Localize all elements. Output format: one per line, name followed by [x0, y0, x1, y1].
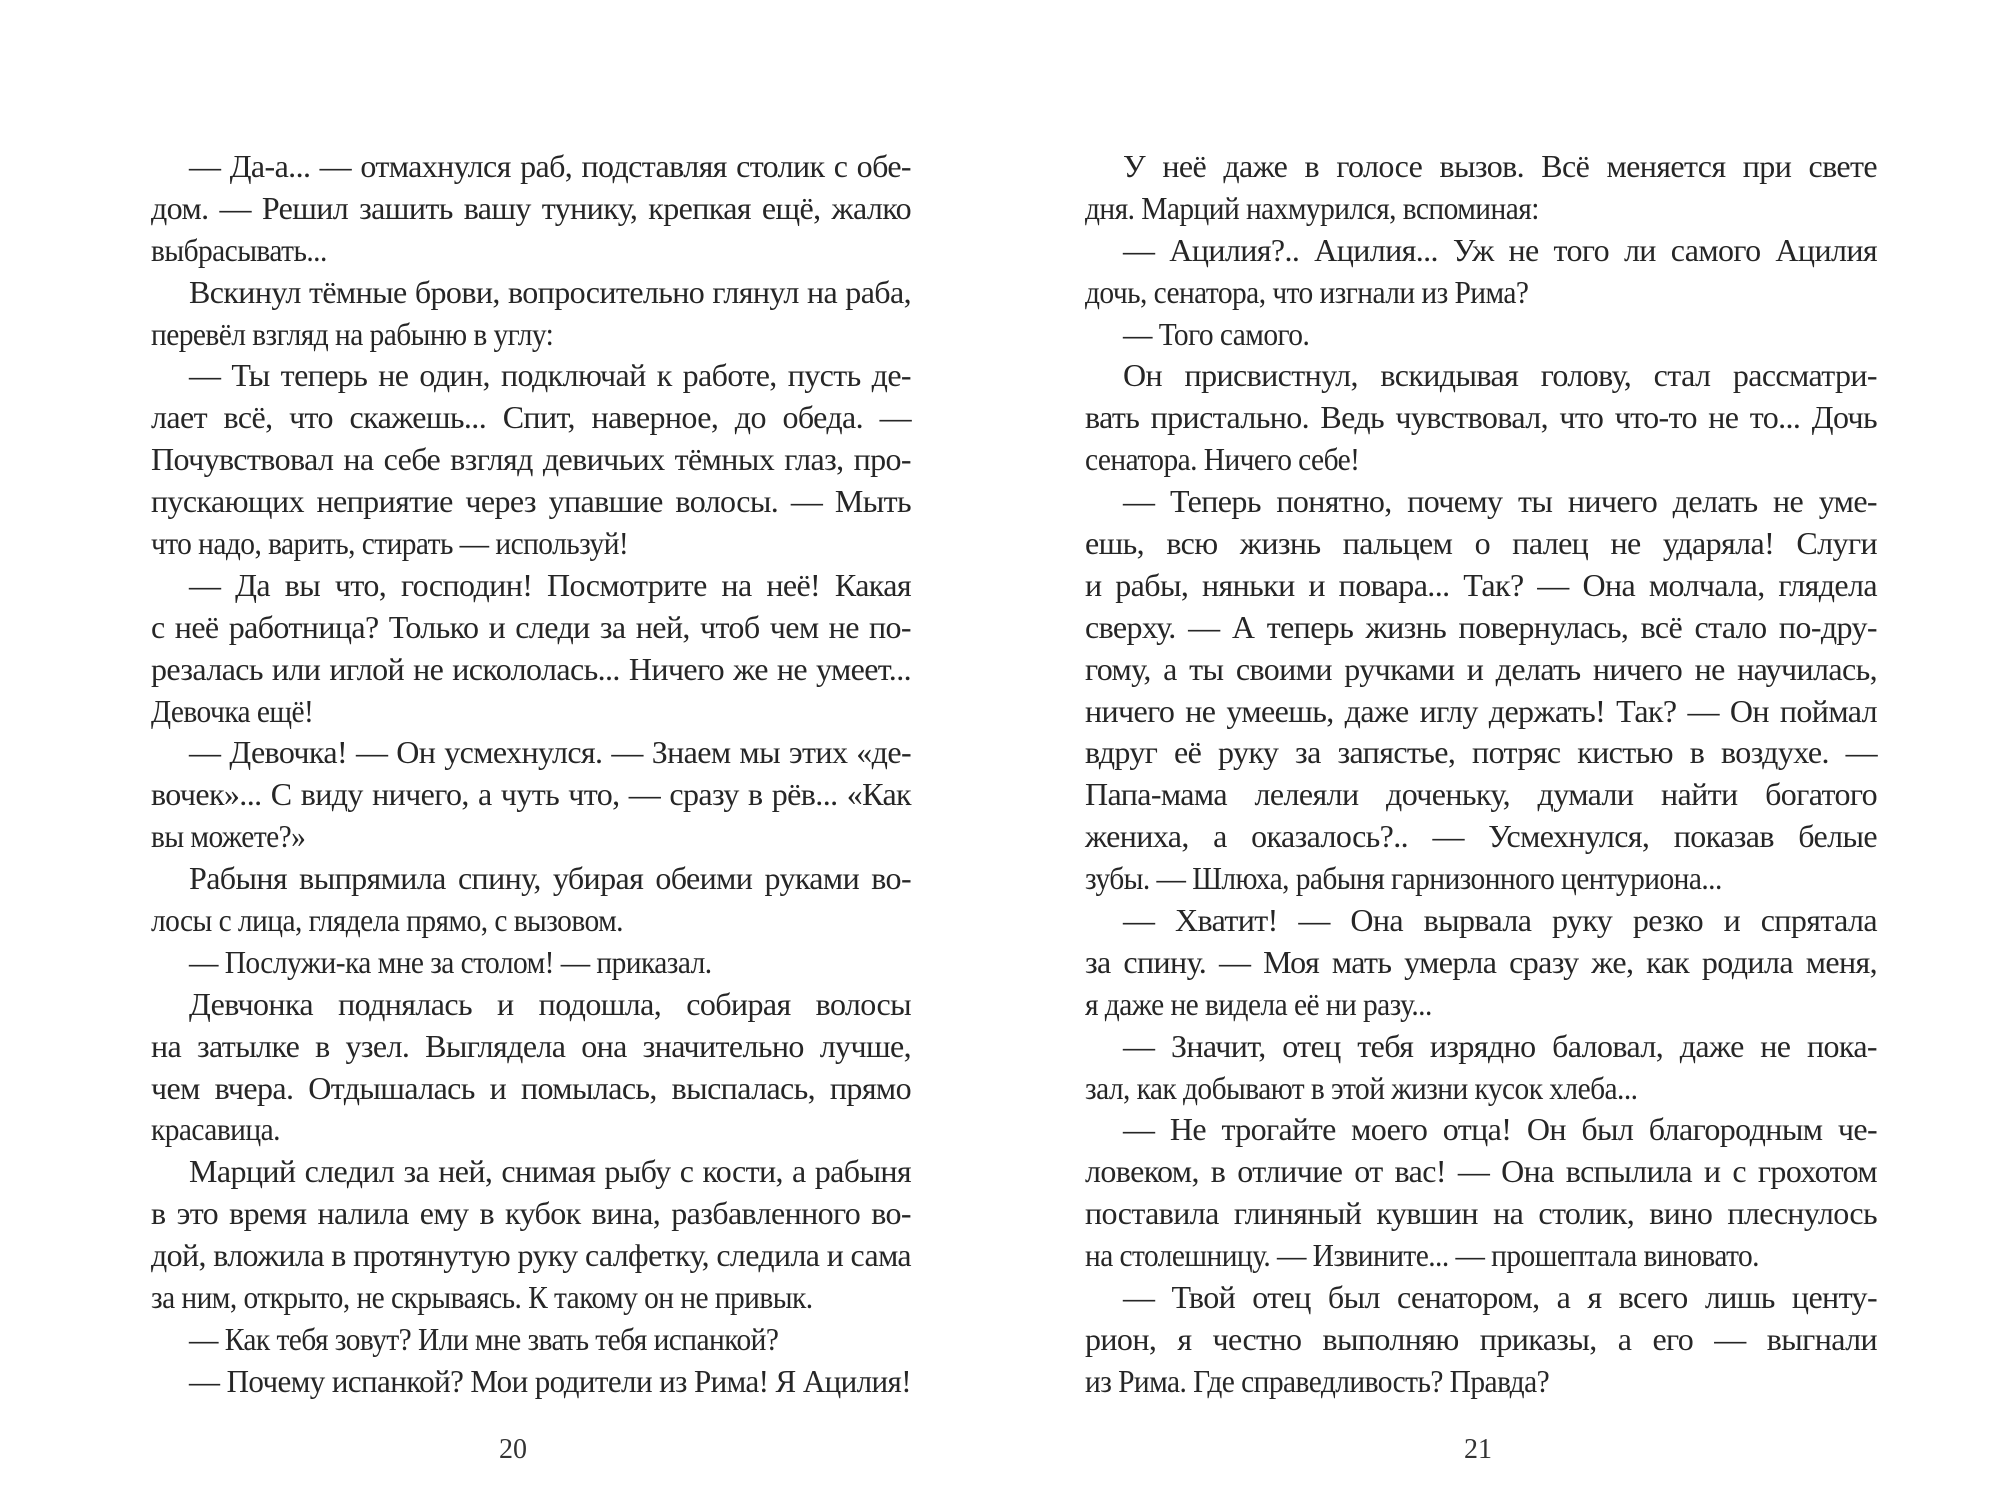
- text-line: [151, 1193, 911, 1235]
- line-text: — Не трогайте моего отца! Он был благородным че-: [1123, 1111, 1877, 1148]
- right-page-text: [1085, 146, 1877, 1403]
- text-line: [151, 858, 911, 900]
- paragraph: [151, 858, 911, 942]
- paragraph: [151, 984, 911, 1152]
- page-number-right: 21: [1464, 1434, 1492, 1465]
- text-line: [1085, 691, 1877, 733]
- text-line: [1085, 984, 1877, 1026]
- text-line: [1085, 314, 1877, 356]
- line-text: — Да-а... — отмахнулся раб, подставляя столик с обе-: [189, 148, 911, 184]
- line-text: жениха, а оказалось?.. — Усмехнулся, показав белые: [1085, 818, 1877, 855]
- text-line: [151, 691, 911, 733]
- line-text: из Рима. Где справедливость? Правда?: [1085, 1362, 1550, 1399]
- line-text: вдруг её руку за запястье, потряс кистью в воздухе. —: [1085, 734, 1877, 771]
- paragraph: [1085, 1277, 1877, 1403]
- text-line: [151, 1026, 911, 1068]
- paragraph: [1085, 230, 1877, 314]
- line-text: — Значит, отец тебя изрядно баловал, даже не пока-: [1123, 1027, 1877, 1064]
- text-line: [151, 1235, 911, 1277]
- text-line: [151, 523, 911, 565]
- text-line: [1085, 816, 1877, 858]
- paragraph: [151, 942, 911, 984]
- text-line: [1085, 900, 1877, 942]
- line-text: на затылке в узел. Выглядела она значительно лучше,: [151, 1027, 911, 1064]
- text-line: [151, 1277, 911, 1319]
- text-line: [1085, 523, 1877, 565]
- paragraph: [151, 146, 911, 272]
- line-text: гому, а ты своими ручками и делать ничего не научилась,: [1085, 650, 1877, 687]
- text-line: [151, 565, 911, 607]
- text-line: [1085, 1319, 1877, 1361]
- line-text: — Ацилия?.. Ацилия... Уж не того ли самого Ацилия: [1123, 231, 1877, 268]
- paragraph: [1085, 1109, 1877, 1277]
- line-text: ешь, всю жизнь пальцем о палец не ударяла! Слуги: [1085, 525, 1877, 562]
- line-text: лосы с лица, глядела прямо, с вызовом.: [151, 902, 623, 939]
- paragraph: [151, 732, 911, 858]
- paragraph: [151, 1319, 911, 1361]
- line-text: Девочка ещё!: [151, 692, 314, 729]
- text-line: [1085, 1068, 1877, 1110]
- text-line: [151, 732, 911, 774]
- text-line: [151, 230, 911, 272]
- text-line: [1085, 1151, 1877, 1193]
- text-line: [151, 355, 911, 397]
- text-line: [151, 1151, 911, 1193]
- line-text: — Хватит! — Она вырвала руку резко и спрятала: [1123, 902, 1877, 939]
- line-text: дочь, сенатора, что изгнали из Рима?: [1085, 273, 1529, 310]
- text-line: [151, 942, 911, 984]
- text-line: [151, 397, 911, 439]
- line-text: лает всё, что скажешь... Спит, наверное, до обеда. —: [151, 399, 911, 436]
- line-text: Он присвистнул, вскидывая голову, стал рассматри-: [1123, 357, 1877, 394]
- line-text: на столешницу. — Извините... — прошептала виновато.: [1085, 1237, 1759, 1274]
- paragraph: [151, 1361, 911, 1403]
- text-line: [1085, 565, 1877, 607]
- line-text: зубы. — Шлюха, рабыня гарнизонного центуриона...: [1085, 860, 1722, 897]
- text-line: [151, 774, 911, 816]
- line-text: с неё работница? Только и следи за ней, чтоб чем не по-: [151, 608, 911, 645]
- paragraph: [1085, 146, 1877, 230]
- line-text: за спину. — Моя мать умерла сразу же, как родила меня,: [1085, 943, 1877, 980]
- text-line: [1085, 1361, 1877, 1403]
- line-text: Девчонка поднялась и подошла, собирая волосы: [189, 985, 911, 1022]
- text-line: [1085, 774, 1877, 816]
- text-line: [151, 272, 911, 314]
- line-text: — Теперь понятно, почему ты ничего делать не уме-: [1123, 483, 1877, 520]
- line-text: вочек»... С виду ничего, а чуть что, — сразу в рёв... «Как: [151, 776, 911, 813]
- paragraph: [151, 355, 911, 564]
- line-text: — Того самого.: [1123, 315, 1310, 352]
- text-line: [1085, 1026, 1877, 1068]
- text-line: [151, 481, 911, 523]
- text-line: [151, 1361, 911, 1403]
- line-text: — Ты теперь не один, подключай к работе, пусть де-: [189, 357, 911, 394]
- text-line: [1085, 942, 1877, 984]
- line-text: Почувствовал на себе взгляд девичьих тёмных глаз, про-: [151, 441, 911, 478]
- line-text: — Послужи-ка мне за столом! — приказал.: [189, 943, 712, 980]
- paragraph: [1085, 355, 1877, 481]
- line-text: перевёл взгляд на рабыню в углу:: [151, 315, 554, 352]
- text-line: [1085, 481, 1877, 523]
- line-text: — Как тебя зовут? Или мне звать тебя испанкой?: [189, 1320, 779, 1357]
- text-line: [1085, 188, 1877, 230]
- paragraph: [1085, 481, 1877, 900]
- line-text: резалась или иглой не искололась... Ничего же не умеет...: [151, 650, 911, 687]
- line-text: я даже не видела её ни разу...: [1085, 985, 1432, 1022]
- text-line: [151, 816, 911, 858]
- text-line: [1085, 649, 1877, 691]
- text-line: [151, 607, 911, 649]
- text-line: [1085, 355, 1877, 397]
- paragraph: [1085, 1026, 1877, 1110]
- paragraph: [1085, 314, 1877, 356]
- line-text: что надо, варить, стирать — используй!: [151, 525, 629, 562]
- line-text: ничего не умеешь, даже иглу держать! Так? — Он поймал: [1085, 692, 1877, 729]
- text-line: [1085, 1109, 1877, 1151]
- paragraph: [151, 272, 911, 356]
- line-text: Рабыня выпрямила спину, убирая обеими руками во-: [189, 860, 911, 897]
- text-line: [151, 984, 911, 1026]
- text-line: [1085, 607, 1877, 649]
- text-line: [1085, 1277, 1877, 1319]
- text-line: [151, 1109, 911, 1151]
- text-line: [1085, 858, 1877, 900]
- line-text: Папа-мама лелеяли доченьку, думали найти богатого: [1085, 776, 1877, 813]
- line-text: У неё даже в голосе вызов. Всё меняется при свете: [1123, 148, 1877, 184]
- text-line: [1085, 1235, 1877, 1277]
- line-text: — Да вы что, господин! Посмотрите на неё! Какая: [189, 566, 911, 603]
- text-line: [151, 1068, 911, 1110]
- line-text: рион, я честно выполняю приказы, а его — выгнали: [1085, 1320, 1877, 1357]
- line-text: сверху. — А теперь жизнь повернулась, всё стало по-дру-: [1085, 608, 1877, 645]
- line-text: — Твой отец был сенатором, а я всего лишь центу-: [1123, 1279, 1877, 1316]
- line-text: ловеком, в отличие от вас! — Она вспылила и с грохотом: [1085, 1153, 1877, 1190]
- line-text: и рабы, няньки и повара... Так? — Она молчала, глядела: [1085, 566, 1877, 603]
- line-text: в это время налила ему в кубок вина, разбавленного во-: [151, 1195, 911, 1232]
- text-line: [1085, 1193, 1877, 1235]
- text-line: [151, 900, 911, 942]
- line-text: — Почему испанкой? Мои родители из Рима! Я Ацилия!: [189, 1362, 911, 1399]
- paragraph: [1085, 900, 1877, 1026]
- line-text: Марций следил за ней, снимая рыбу с кости, а рабыня: [189, 1153, 911, 1190]
- line-text: Вскинул тёмные брови, вопросительно глянул на раба,: [189, 273, 911, 310]
- left-page-text: [151, 146, 911, 1403]
- page-number-left: 20: [499, 1434, 527, 1465]
- line-text: — Девочка! — Он усмехнулся. — Знаем мы этих «де-: [189, 734, 911, 771]
- text-line: [151, 146, 911, 188]
- line-text: вать пристально. Ведь чувствовал, что что-то не то... Дочь: [1085, 399, 1877, 436]
- line-text: за ним, открыто, не скрываясь. К такому он не привык.: [151, 1279, 813, 1316]
- text-line: [151, 314, 911, 356]
- line-text: дом. — Решил зашить вашу тунику, крепкая ещё, жалко: [151, 189, 911, 226]
- text-line: [1085, 230, 1877, 272]
- text-line: [1085, 397, 1877, 439]
- paragraph: [151, 1151, 911, 1319]
- line-text: вы можете?»: [151, 818, 306, 855]
- line-text: дой, вложила в протянутую руку салфетку, следила и сама: [151, 1237, 911, 1274]
- text-line: [1085, 439, 1877, 481]
- line-text: поставила глиняный кувшин на столик, вино плеснулось: [1085, 1195, 1877, 1232]
- text-line: [151, 188, 911, 230]
- text-line: [1085, 732, 1877, 774]
- text-line: [1085, 272, 1877, 314]
- line-text: сенатора. Ничего себе!: [1085, 441, 1360, 478]
- line-text: пускающих неприятие через упавшие волосы. — Мыть: [151, 483, 911, 520]
- text-line: [1085, 146, 1877, 188]
- text-line: [151, 1319, 911, 1361]
- text-line: [151, 439, 911, 481]
- line-text: выбрасывать...: [151, 231, 327, 268]
- line-text: чем вчера. Отдышалась и помылась, выспалась, прямо: [151, 1069, 911, 1106]
- line-text: зал, как добывают в этой жизни кусок хлеба...: [1085, 1069, 1638, 1106]
- line-text: красавица.: [151, 1111, 280, 1148]
- paragraph: [151, 565, 911, 733]
- line-text: дня. Марций нахмурился, вспоминая:: [1085, 189, 1539, 226]
- text-line: [151, 649, 911, 691]
